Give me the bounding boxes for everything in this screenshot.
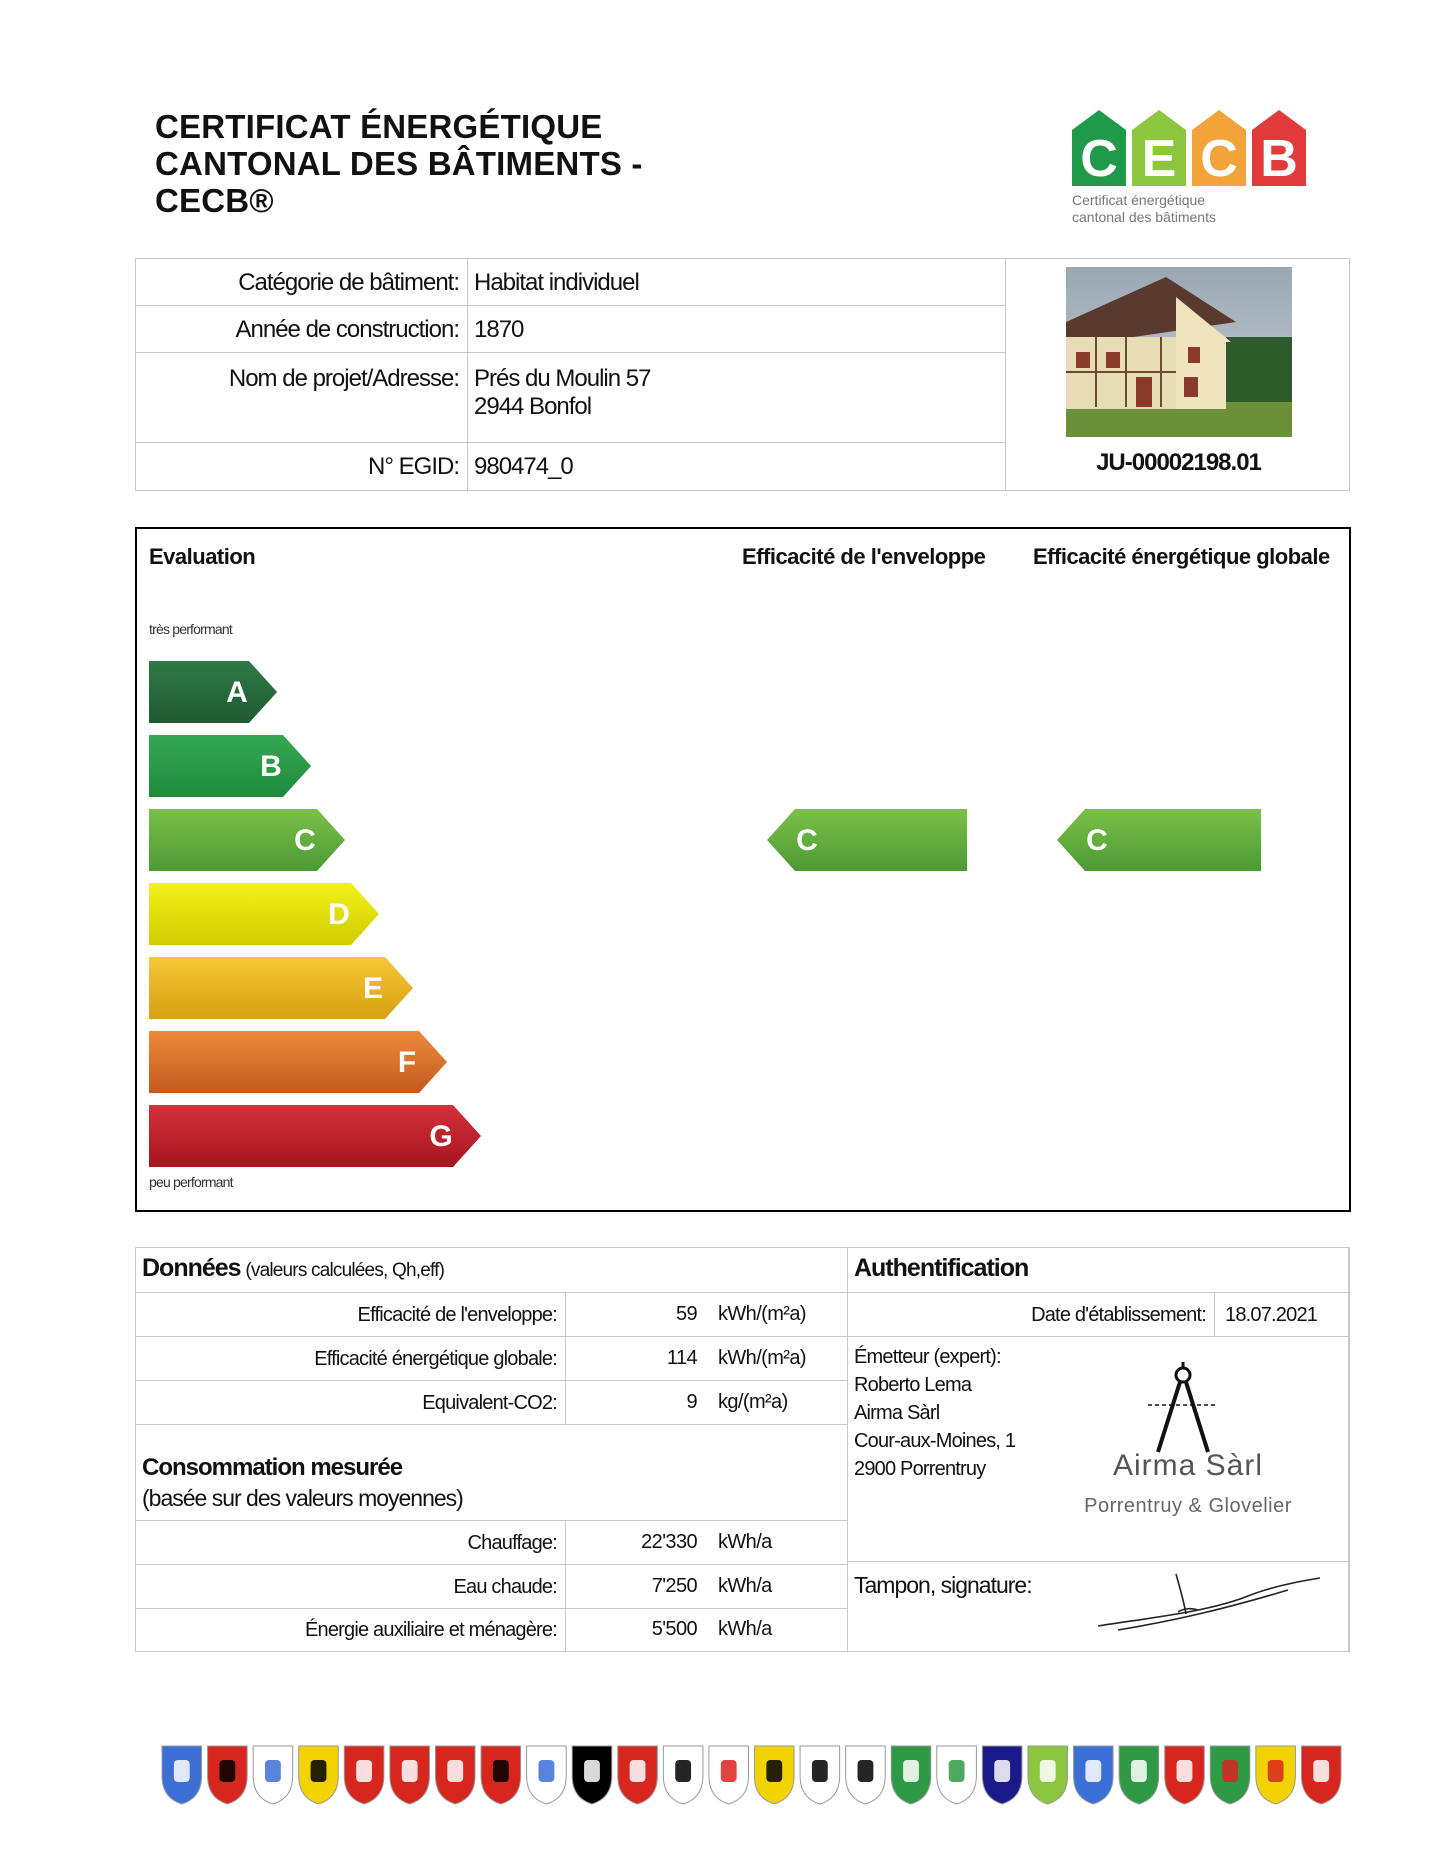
address-value [468,353,1006,443]
canton-crest [253,1746,293,1804]
canton-crest [755,1746,795,1804]
logo-house [1192,110,1246,188]
stamp-company: Airma Sàrl [1112,1449,1264,1482]
logo-caption [1072,192,1216,226]
logo-letter: C [1080,130,1118,188]
title-line-1: CERTIFICAT ÉNERGÉTIQUE [155,108,603,145]
data-table [135,1247,1350,1652]
top-performance-caption: très performant [149,621,232,637]
data-row-unit: kWh/(m²a) [718,1347,806,1369]
data-row-value-cell [566,1293,848,1337]
energy-class-letter: A [226,676,248,709]
signature-cell [848,1562,1349,1651]
measured-row-value-cell [566,1565,848,1609]
issuer-line: Roberto Lema [854,1374,972,1396]
building-info-table [135,258,1350,491]
energy-scale [137,529,1349,1210]
address-line-2: 2944 Bonfol [474,393,592,420]
data-row-value: 59 [675,1303,697,1325]
certificate-title [155,108,755,219]
year-value: 1870 [468,306,1006,353]
rating-letter: C [796,824,818,857]
measured-row-unit: kWh/a [718,1531,772,1553]
address-line-1: Prés du Moulin 57 [474,365,651,392]
date-label: Date d'établissement: [848,1293,1215,1337]
logo-house [1252,110,1306,188]
measured-title: Consommation mesurée [142,1454,403,1481]
measured-row-label: Chauffage: [136,1521,566,1565]
issuer-line: Airma Sàrl [854,1402,940,1424]
canton-crest [1210,1746,1250,1804]
canton-crest [1028,1746,1068,1804]
measured-note: (basée sur des valeurs moyennes) [142,1485,463,1511]
canton-crest [1074,1746,1114,1804]
data-row-unit: kg/(m²a) [718,1391,788,1413]
canton-crest [1119,1746,1159,1804]
data-section-note: (valeurs calculées, Qh,eff) [245,1260,445,1281]
canton-crest [572,1746,612,1804]
canton-crest [937,1746,977,1804]
energy-class-f [149,1031,447,1093]
canton-crest [1256,1746,1296,1804]
measured-row-label: Eau chaude: [136,1565,566,1609]
logo-letter: B [1260,130,1298,188]
evaluation-box [135,527,1351,1212]
measured-row-value: 7'250 [651,1575,697,1597]
energy-class-e [149,957,413,1019]
canton-crest [435,1746,475,1804]
energy-class-d [149,883,379,945]
signature-label: Tampon, signature: [854,1572,1032,1598]
canton-crest [481,1746,521,1804]
energy-class-c [149,809,345,871]
canton-crest [982,1746,1022,1804]
canton-crest [709,1746,749,1804]
year-label: Année de construction: [136,306,468,353]
data-row-value: 114 [666,1347,697,1369]
measured-row-label: Énergie auxiliaire et ménagère: [136,1609,566,1651]
canton-crest [1165,1746,1205,1804]
canton-crest [299,1746,339,1804]
auth-title: Authentification [854,1254,1029,1282]
address-label: Nom de projet/Adresse: [136,353,468,443]
stamp-place: Porrentruy & Glovelier [1084,1495,1292,1517]
logo-letter: E [1141,130,1177,188]
data-row-value: 9 [686,1391,697,1413]
auth-section-header [848,1248,1349,1293]
egid-label: N° EGID: [136,443,468,490]
logo-caption-line-1: Certificat énergétique [1072,192,1206,208]
envelope-efficiency-header: Efficacité de l'enveloppe [742,544,986,569]
canton-crest [618,1746,658,1804]
category-value: Habitat individuel [468,259,1006,306]
canton-crest [891,1746,931,1804]
canton-crest [344,1746,384,1804]
data-row-value-cell [566,1337,848,1381]
cantonal-crests [160,1742,1345,1818]
data-section-header [136,1248,848,1293]
energy-class-letter: E [362,972,384,1005]
logo-house [1132,110,1186,188]
envelope-rating-arrow [767,809,967,871]
measured-row-unit: kWh/a [718,1575,772,1597]
energy-class-letter: F [397,1046,417,1079]
measured-section-header [136,1425,848,1521]
energy-class-g [149,1105,481,1167]
evaluation-header: Evaluation [149,544,256,569]
bottom-performance-caption: peu performant [149,1174,233,1190]
signature-image [1088,1568,1328,1638]
data-row-label: Efficacité énergétique globale: [136,1337,566,1381]
logo-caption-line-2: cantonal des bâtiments [1072,209,1216,225]
energy-class-letter: C [294,824,316,857]
canton-crest [162,1746,202,1804]
measured-row-value: 22'330 [641,1531,697,1553]
issuer-label: Émetteur (expert): [854,1346,1001,1368]
data-row-label: Efficacité de l'enveloppe: [136,1293,566,1337]
issuer-line: Cour-aux-Moines, 1 [854,1430,1016,1452]
title-line-3: CECB® [155,182,274,219]
global-rating-arrow [1057,809,1261,871]
measured-row-value: 5'500 [651,1618,697,1640]
data-row-label: Equivalent-CO2: [136,1381,566,1425]
data-row-value-cell [566,1381,848,1425]
data-row-unit: kWh/(m²a) [718,1303,806,1325]
egid-value: 980474_0 [468,443,1006,490]
logo-house [1072,110,1126,188]
canton-crest [846,1746,886,1804]
compass-icon [1138,1357,1228,1457]
energy-class-letter: B [260,750,282,783]
rating-letter: C [1086,824,1108,857]
global-efficiency-header: Efficacité énergétique globale [1033,544,1330,569]
canton-crest [663,1746,703,1804]
energy-class-b [149,735,311,797]
energy-class-letter: D [328,898,350,931]
energy-class-letter: G [429,1120,453,1153]
issuer-line: 2900 Porrentruy [854,1458,986,1480]
canton-crest [800,1746,840,1804]
date-value: 18.07.2021 [1215,1293,1349,1337]
canton-crest [208,1746,248,1804]
canton-crest [527,1746,567,1804]
category-label: Catégorie de bâtiment: [136,259,468,306]
measured-row-unit: kWh/a [718,1618,772,1640]
data-section-title: Données [142,1254,241,1282]
measured-row-value-cell [566,1521,848,1565]
canton-crest [390,1746,430,1804]
certificate-number: JU-00002198.01 [1096,449,1261,476]
building-photo [1066,267,1292,437]
title-line-2: CANTONAL DES BÂTIMENTS - [155,145,643,182]
canton-crest [1301,1746,1341,1804]
energy-class-a [149,661,277,723]
issuer-cell [848,1337,1349,1562]
measured-row-value-cell [566,1609,848,1651]
logo-letter: C [1200,130,1238,188]
